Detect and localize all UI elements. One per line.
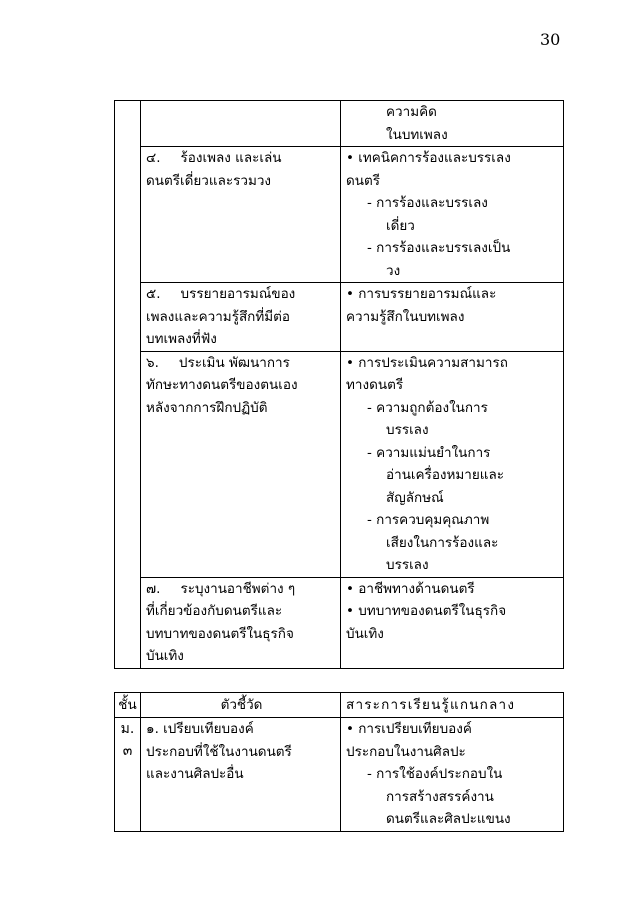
content-cell: ความคิด ในบทเพลง [341, 101, 564, 147]
table-row [115, 577, 564, 668]
table-header-row [115, 693, 564, 718]
indicator-cell: ๗. ระบุงานอาชีพต่าง ๆ ที่เกี่ยวข้องกับดนตรีและ บทบาทของดนตรีในธุรกิจ บันเทิง [141, 577, 341, 668]
content-cell: • การประเมินความสามารถ ทางดนตรี - ความถูกต้องในการ บรรเลง - ความแม่นยำในการ อ่านเครื่องหมายและ สัญลักษณ์ - การควบคุมคุณภาพ เสียงในการร้องและ บรรเลง [341, 351, 564, 577]
table-row [115, 718, 564, 832]
indicator-cell [141, 101, 341, 147]
indicator-cell: ๔. ร้องเพลง และเล่น ดนตรีเดี่ยวและรวมวง [141, 147, 341, 283]
content-cell: • การเปรียบเทียบองค์ ประกอบในงานศิลปะ - การใช้องค์ประกอบใน การสร้างสรรค์งาน ดนตรีและศิลปะแขนง [341, 718, 564, 832]
content-cell: • การบรรยายอารมณ์และ ความรู้สึกในบทเพลง [341, 283, 564, 352]
page-number: 30 [540, 30, 561, 49]
indicator-cell: ๖. ประเมิน พัฒนาการ ทักษะทางดนตรีของตนเอง หลังจากการฝึกปฏิบัติ [141, 351, 341, 577]
content-cell: • อาชีพทางด้านดนตรี • บทบาทของดนตรีในธุรกิจ บันเทิง [341, 577, 564, 668]
header-indicator: ตัวชี้วัด [141, 693, 341, 718]
header-core-content: สาระการเรียนรู้แกนกลาง [341, 693, 564, 718]
curriculum-table-continued [114, 100, 564, 669]
table-row [115, 283, 564, 352]
curriculum-table [114, 692, 564, 832]
table-row [115, 101, 564, 147]
table-row [115, 351, 564, 577]
indicator-cell: ๑. เปรียบเทียบองค์ ประกอบที่ใช้ในงานดนตรี และงานศิลปะอื่น [141, 718, 341, 832]
grade-cell [115, 101, 141, 669]
header-grade: ชั้น [115, 693, 141, 718]
content-cell: • เทคนิคการร้องและบรรเลง ดนตรี - การร้องและบรรเลง เดี่ยว - การร้องและบรรเลงเป็น วง [341, 147, 564, 283]
indicator-cell: ๕. บรรยายอารมณ์ของ เพลงและความรู้สึกที่มีต่อ บทเพลงที่ฟัง [141, 283, 341, 352]
grade-cell: ม. ๓ [115, 718, 141, 832]
table-row [115, 147, 564, 283]
